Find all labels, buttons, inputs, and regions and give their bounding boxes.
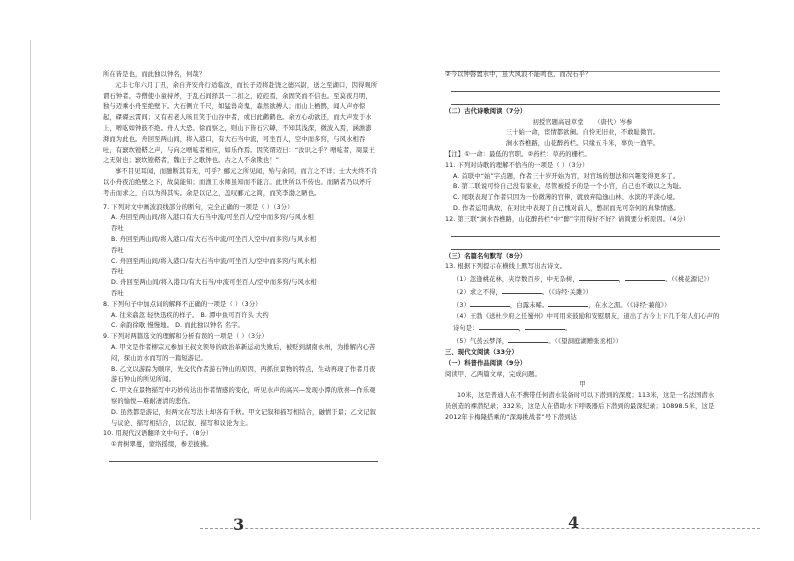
page-number-left: 3 xyxy=(233,515,245,534)
q13-2-text: （2）求之不得， xyxy=(453,288,502,296)
question-10: 10. 用现代汉语翻译文中句子。（8分） xyxy=(103,430,213,438)
poem-title: 初授官题高冠草堂 xyxy=(532,118,584,126)
section-science-reading-heading: （一）科普作品阅读（9分） xyxy=(445,359,527,367)
q9-option-c: C. 甲文在景物描写中巧妙传达出作者情感的变化，听见水声的高兴—发现小潭的欣喜—作乐观察的愉悦—难耐凄清的悲伤。 xyxy=(111,387,376,405)
q13-3-mid: ，白露未晞。 xyxy=(509,301,549,309)
q9-option-a: A. 甲文是作者柳宗元参加王叔文领导的政治革新运动失败后，被贬到湖南永州，为排解内心苦闷，探山访水而写的一篇短游记。 xyxy=(111,343,376,362)
fill-blank[interactable] xyxy=(579,273,619,281)
left-binding-rule xyxy=(30,40,31,520)
right-page xyxy=(445,70,720,530)
q13-3-text: （3） xyxy=(453,301,470,309)
q8-options-ab: A. 往来翕忽 轻快迅疾的样子。 B. 潭中鱼可百许头 大约 xyxy=(111,311,269,319)
section-modern-reading-heading: 三、现代文阅读（33分） xyxy=(445,348,518,356)
poem-line-2: 涧水吞樵路，山花醉药栏。只缘五斗米，辜负一渔竿。 xyxy=(505,140,660,148)
passage-para-1: 所在皆是也，而此独以钟名，何哉？ xyxy=(103,71,206,78)
q7-option-d-cont: 吞吐 xyxy=(111,289,124,297)
q13-4-sep: ， xyxy=(518,325,525,333)
question-13: 13. 根据下列提示在横线上默写出古诗文。 xyxy=(445,263,567,271)
q11-option-b: B. 第二联说可怜自己没有家业，尽管被授予的是一个小官，自己也不敢以之为耻。 xyxy=(453,183,686,191)
q13-5-text: （5）气蒸云梦泽， xyxy=(453,338,509,346)
q13-1-text: （1）忽逢桃花林，夹岸数百步，中无杂树， xyxy=(453,276,579,284)
fill-blank[interactable] xyxy=(625,273,665,281)
q11-option-d: D. 作者运用典故，在对比中表现了自己愧对前人，憋屈而无可奈何的真挚情感。 xyxy=(453,204,680,212)
fill-blank[interactable] xyxy=(479,322,519,330)
answer-line[interactable] xyxy=(451,226,720,237)
q13-2-source: 。（《诗经·关雎》） xyxy=(541,288,593,296)
article-jia-label: 甲 xyxy=(579,381,586,389)
question-12: 12. 第三联“涧水吞樵路，山花醉药栏”中“醉”字用得好不好？请简要分析原因。（4分） xyxy=(445,215,690,223)
question-11: 11. 下列对诗歌的理解不恰当的一项是（ ）（3分） xyxy=(445,161,589,169)
fill-blank[interactable] xyxy=(470,299,510,307)
q13-5-source: 。（《望洞庭湖赠张丞相》） xyxy=(548,338,622,346)
q13-4-text: （4）王勃《送杜少府之任蜀州》中可用来鼓励和安慰朋友，道出了古今上下几千年人们心声的诗句是： xyxy=(453,312,720,333)
q7-option-a-cont: 吞吐 xyxy=(111,225,124,233)
q13-3-source: ，在水之湄。（《诗经·蒹葭》） xyxy=(588,301,671,309)
section-recitation-heading: （三）名篇名句默写（8分） xyxy=(445,252,527,260)
section-poetry-heading: （二）古代诗歌阅读（7分） xyxy=(445,107,527,115)
q7-option-b: B. 舟回至两山间/将入港口/有大石当中流/可坐百人空中/而多窍/与风水相 xyxy=(111,235,317,243)
fill-blank[interactable] xyxy=(525,322,565,330)
reading-instruction: 阅读甲、乙两篇文章，完成问题。 xyxy=(445,370,541,378)
q11-option-a: A. 首联中“始”字点题，作者三十岁开始为官，对官场的想法和兴趣变得更多了。 xyxy=(453,172,680,180)
answer-line[interactable] xyxy=(451,239,720,250)
question-7: 7. 下列对文中画波浪线部分的断句，完全正确的一项是（ ）（3分） xyxy=(103,203,294,211)
page-number-right: 4 xyxy=(568,513,580,532)
q13-4-end: 。 xyxy=(565,325,572,333)
q7-option-c: C. 舟回至两山间/将入港口/有大石当中流/可坐百人/空中而多窍/与风水相 xyxy=(111,257,317,265)
q13-item-5 xyxy=(445,335,720,348)
answer-line[interactable] xyxy=(109,451,378,462)
passage-para-3: 事不目见耳闻，而臆断其有无，可乎？郦元之所见闻，殆与余同，而言之不详；士大夫终不肯以小舟夜泊绝壁之下，故莫能知；而渔工水师虽知而不能言。此世所以不传也。而陋者乃以斧斤考击而求之，自以为得其实。余是以记之，盖叹郦元之简，而笑李渤之陋也。 xyxy=(103,168,378,197)
left-page xyxy=(103,70,378,530)
q13-1-source: 。（《桃花源记》） xyxy=(665,276,714,284)
poem-line-1: 三十始一命，宦情都欲阑。自怜无旧业，不敢耻微官。 xyxy=(505,129,660,137)
poem-note: 【注】①一命：最低的官职。②药栏：草药的栅栏。 xyxy=(445,150,591,158)
q9-option-b: B. 乙文以游踪为顺序，先交代作者游石钟山的原因，再抓住景物的特点，生动再现了作者月夜游石钟山的所见所闻。 xyxy=(111,365,376,384)
q13-item-3 xyxy=(445,299,720,312)
fill-blank[interactable] xyxy=(548,299,588,307)
fill-blank[interactable] xyxy=(508,335,548,343)
q13-1-sep: ， xyxy=(618,276,626,284)
q9-option-d: D. 虽然都是游记，但两文在写法上却各有千秋。甲文记叙和描写相结合，融情于景；乙文记叙与议论、描写相结合，以记叙、描写和议论为主。 xyxy=(111,408,377,427)
question-9: 9. 下列对两篇选文的理解和分析有误的一项是（ ）（3分） xyxy=(103,333,268,341)
q7-option-d: D. 舟回至两山间/将入港口/有大石当/中流可坐百人/空中而多窍/与风水相 xyxy=(111,279,317,287)
q10-sentence-2: ②今以钟磬置水中，虽大风浪不能鸣也，而况石乎？ xyxy=(445,71,592,78)
poem-title-line xyxy=(445,118,720,129)
poem-author: （唐代）岑参 xyxy=(594,118,633,126)
q13-item-1 xyxy=(445,273,720,286)
q13-item-4 xyxy=(445,312,720,336)
question-8: 8. 下列句子中加点词的解释不正确的一项是（ ）（3分） xyxy=(103,300,262,308)
q7-option-a: A. 舟回至两山间/将入港口有大石当中流/可坐百人/空中而多窍/与风水相 xyxy=(111,214,314,222)
answer-line[interactable] xyxy=(451,94,720,105)
article-jia-para-1: 10米，这是普通人在不携带任何潜水装备时可以下潜到的深度；113米，这是一名法国潜水员创造的裸潜纪录；332米，这是人在借助水下呼吸器后下潜到的最深纪录；10898.5米，这是2012年卡梅隆搭乘的“深海挑战者”号下潜到达 xyxy=(445,392,715,421)
fill-blank[interactable] xyxy=(502,286,542,294)
q13-item-2 xyxy=(445,286,720,299)
q7-option-c-cont: 吞吐 xyxy=(111,268,124,276)
q7-option-b-cont: 吞吐 xyxy=(111,246,124,254)
q11-option-c: C. 尾联表现了作者只因为一份微薄的官俸，就放弃隐逸山林、水滨的平淡心境。 xyxy=(453,194,680,202)
passage-para-2: 元丰七年六月丁丑，余自齐安舟行适临汝，而长子迈将赴饶之德兴尉，送之至湖口，因得观所谓石钟者。寺僧使小童持斧，于乱石间择其一二扣之，硿硿焉，余固笑而不信也。至莫夜月明，独与迈乘小舟至绝壁下。大石侧立千尺，如猛兽奇鬼，森然欲搏人；而山上栖鹘，闻人声亦惊起，磔磔云霄间；又有若老人咳且笑于山谷中者，或曰此鹳鹤也。余方心动欲还，而大声发于水上，噌吰如钟鼓不绝。舟人大恐。徐而察之，则山下皆石穴罅，不知其浅深，微波入焉，涵澹澎湃而为此也。舟回至两山间，将入港口，有大石当中流，可坐百人，空中而多窍，与风水相吞吐，有窾坎镗鞳之声，与向之噌吰者相应，如乐作焉。因笑谓迈曰：“汝识之乎？噌吰者，周景王之无射也；窾坎镗鞳者，魏庄子之歌钟也。古之人不余欺也！” xyxy=(103,81,378,165)
answer-line[interactable] xyxy=(451,81,720,92)
q8-options-cd: C. 余韵徐歇 慢慢地。 D. 而此独以钟名 名字。 xyxy=(111,322,244,330)
q10-sentence-1: ①青树翠蔓，蒙络摇缀，参差披拂。 xyxy=(111,441,213,449)
